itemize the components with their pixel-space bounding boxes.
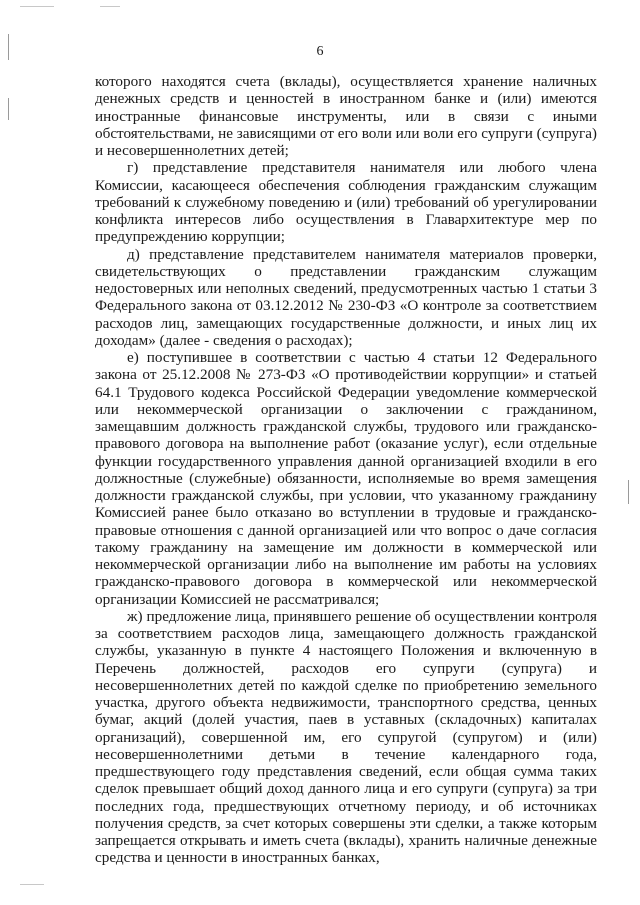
scan-artifact-top — [20, 6, 54, 7]
scan-artifact-top-2 — [100, 6, 120, 7]
page-number: 6 — [316, 44, 324, 59]
scan-margin-line-left — [8, 98, 9, 120]
document-body — [95, 73, 597, 867]
scan-margin-line-right — [628, 480, 629, 504]
paragraph-item-g: г) представление представителя нанимателя или любого члена Комиссии, касающееся обеспечения соблюдения гражданским служащим требований к служебному поведению и (или) требований об урегулировании конфликта интересов либо осуществления в Главархитектуре мер по предупреждению коррупции; — [95, 159, 597, 246]
paragraph-item-d: д) представление представителем нанимателя материалов проверки, свидетельствующих о представлении гражданским служащим недостоверных или неполных сведений, предусмотренных частью 1 статьи 3 Федерального закона от 03.12.2012 № 230-ФЗ «О контроле за соответствием расходов лиц, замещающих государственные должности, и иных лиц их доходам» (далее - сведения о расходах); — [95, 245, 597, 349]
paragraph-item-zh: ж) предложение лица, принявшего решение об осуществлении контроля за соответствием расходов лица, замещающего должность гражданской службы, указанную в пункте 4 настоящего Положения и включенную в Перечень должностей, расходов его супруги (супруга) и несовершеннолетних детей по каждой сделке по приобретению земельного участка, другого объекта недвижимости, транспортного средства, ценных бумаг, акций (долей участия, паев в уставных (складочных) капиталах организаций), совершенной им, его супругой (супругом) и (или) несовершеннолетними детьми в течение календарного года, предшествующего году представления сведений, если общая сумма таких сделок превышает общий доход данного лица и его супруги (супруга) за три последних года, предшествующих отчетному периоду, и об источниках получения средств, за счет которых совершены эти сделки, а также которым запрещается открывать и иметь счета (вклады), хранить наличные денежные средства и ценности в иностранных банках, — [95, 607, 597, 867]
paragraph-continuation: которого находятся счета (вклады), осуществляется хранение наличных денежных средств и ценностей в иностранном банке и (или) имеются иностранные финансовые инструменты, или в связи с иными обстоятельствами, не зависящими от его воли или воли его супруги (супруга) и несовершеннолетних детей; — [95, 73, 597, 159]
paragraph-item-e: е) поступившее в соответствии с частью 4 статьи 12 Федерального закона от 25.12.2008 № 273-ФЗ «О противодействии коррупции» и статьей 64.1 Трудового кодекса Российской Федерации уведомление коммерческой или некоммерческой организации о заключении с гражданином, замещавшим должность гражданской службы, трудового или гражданско-правового договора на выполнение работ (оказание услуг), если отдельные функции государственного управления данной организацией входили в его должностные (служебные) обязанности, исполняемые во время замещения должности гражданской службы, при условии, что указанному гражданину Комиссией ранее было отказано во вступлении в трудовые и гражданско-правовые отношения с данной организацией или что вопрос о даче согласия такому гражданину на замещение им должности в коммерческой или некоммерческой организации либо на выполнение им работы на условиях гражданско-правового договора в коммерческой или некоммерческой организации Комиссией не рассматривался; — [95, 349, 597, 608]
scan-artifact-bottom — [20, 884, 44, 885]
